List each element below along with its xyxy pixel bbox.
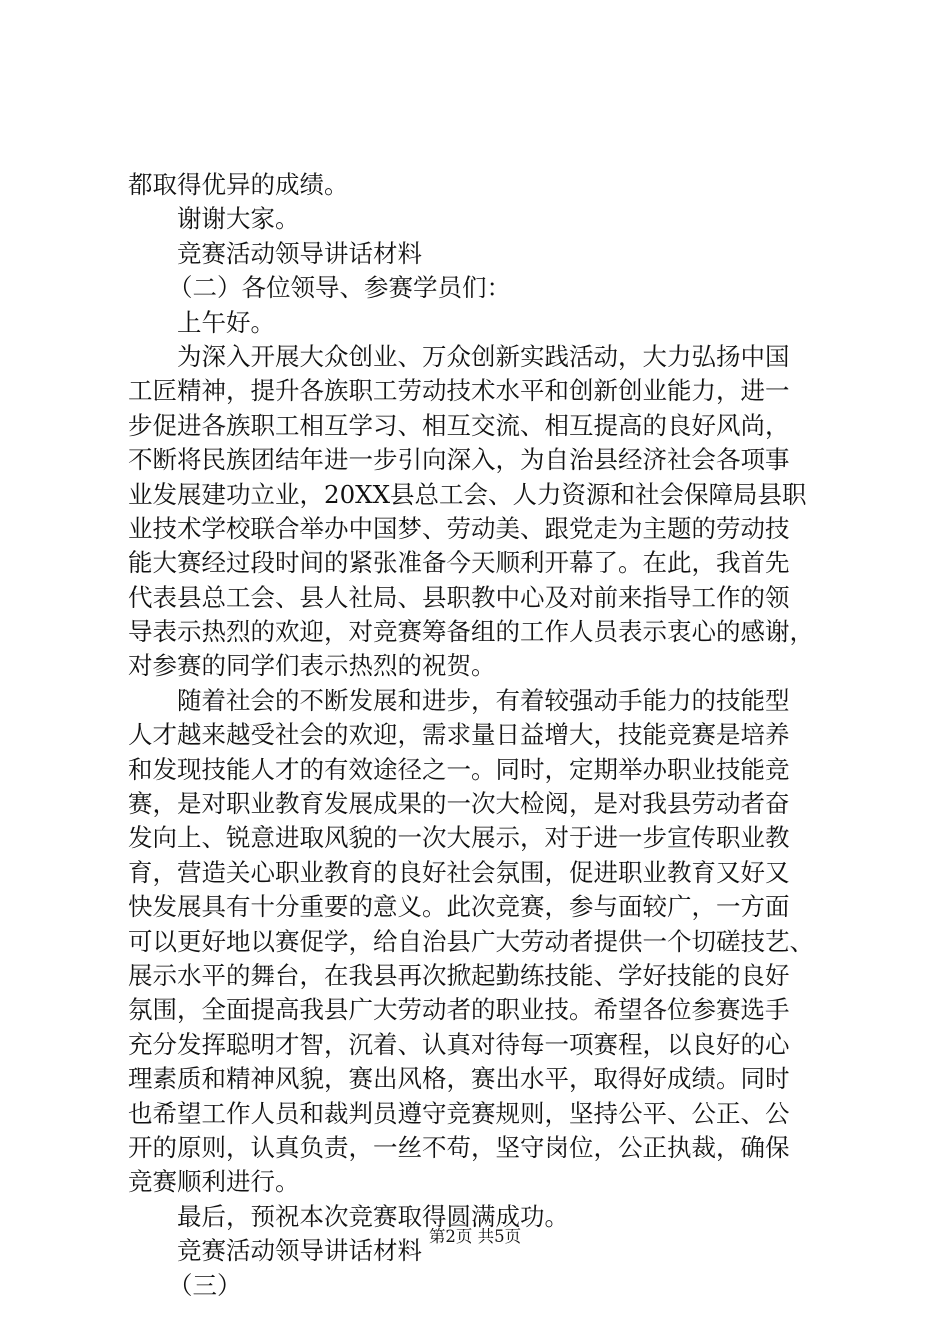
document-body xyxy=(128,168,840,1303)
text-line: 竞赛活动领导讲话材料 xyxy=(177,1236,422,1266)
text-line: 竞赛活动领导讲话材料 xyxy=(177,238,422,268)
text-line: 理素质和精神风貌，赛出风格，赛出水平，取得好成绩。同时 xyxy=(128,1064,790,1094)
text-line: 谢谢大家。 xyxy=(177,204,300,234)
text-line: 开的原则，认真负责，一丝不苟，坚守岗位，公正执裁，确保 xyxy=(128,1132,790,1162)
page-number: 第2页 共5页 xyxy=(428,1227,522,1246)
text-line: 业发展建功立业，20XX县总工会、人力资源和社会保障局县职 xyxy=(128,479,807,509)
text-line: 快发展具有十分重要的意义。此次竞赛，参与面较广，一方面 xyxy=(128,892,790,922)
text-line: （三） xyxy=(168,1270,242,1300)
text-line: 氛围，全面提高我县广大劳动者的职业技。希望各位参赛选手 xyxy=(128,995,790,1025)
text-line: 和发现技能人才的有效途径之一。同时，定期举办职业技能竞 xyxy=(128,754,790,784)
text-line: 能大赛经过段时间的紧张准备今天顺利开幕了。在此，我首先 xyxy=(128,548,790,578)
text-line: 代表县总工会、县人社局、县职教中心及对前来指导工作的领 xyxy=(128,582,790,612)
text-line: 业技术学校联合举办中国梦、劳动美、跟党走为主题的劳动技 xyxy=(128,513,790,543)
text-line: 充分发挥聪明才智，沉着、认真对待每一项赛程，以良好的心 xyxy=(128,1029,790,1059)
text-line: 不断将民族团结年进一步引向深入，为自治县经济社会各项事 xyxy=(128,445,790,475)
text-line: 最后，预祝本次竞赛取得圆满成功。 xyxy=(177,1201,569,1231)
text-line: 步促进各族职工相互学习、相互交流、相互提高的良好风尚， xyxy=(128,410,790,440)
text-line: 都取得优异的成绩。 xyxy=(128,170,349,199)
page-footer xyxy=(0,1227,950,1247)
text-line: 随着社会的不断发展和进步，有着较强动手能力的技能型 xyxy=(177,685,790,715)
text-line: 发向上、锐意进取风貌的一次大展示，对于进一步宣传职业教 xyxy=(128,823,790,853)
text-line: 也希望工作人员和裁判员遵守竞赛规则，坚持公平、公正、公 xyxy=(128,1098,790,1128)
text-line: 育，营造关心职业教育的良好社会氛围，促进职业教育又好又 xyxy=(128,857,790,887)
text-line: 人才越来越受社会的欢迎，需求量日益增大，技能竞赛是培养 xyxy=(128,720,790,750)
text-line: 可以更好地以赛促学，给自治县广大劳动者提供一个切磋技艺、 xyxy=(128,926,814,956)
text-line: 对参赛的同学们表示热烈的祝贺。 xyxy=(128,651,496,681)
text-line: 竞赛顺利进行。 xyxy=(128,1167,300,1197)
text-line: 赛，是对职业教育发展成果的一次大检阅，是对我县劳动者奋 xyxy=(128,789,790,819)
text-line: （二）各位领导、参赛学员们： xyxy=(168,273,511,303)
text-line: 上午好。 xyxy=(177,307,275,337)
text-line: 工匠精神，提升各族职工劳动技术水平和创新创业能力，进一 xyxy=(128,376,790,406)
text-line: 为深入开展大众创业、万众创新实践活动，大力弘扬中国 xyxy=(177,341,790,371)
text-line: 展示水平的舞台，在我县再次掀起勤练技能、学好技能的良好 xyxy=(128,960,790,990)
text-line: 导表示热烈的欢迎，对竞赛筹备组的工作人员表示衷心的感谢， xyxy=(128,617,814,647)
